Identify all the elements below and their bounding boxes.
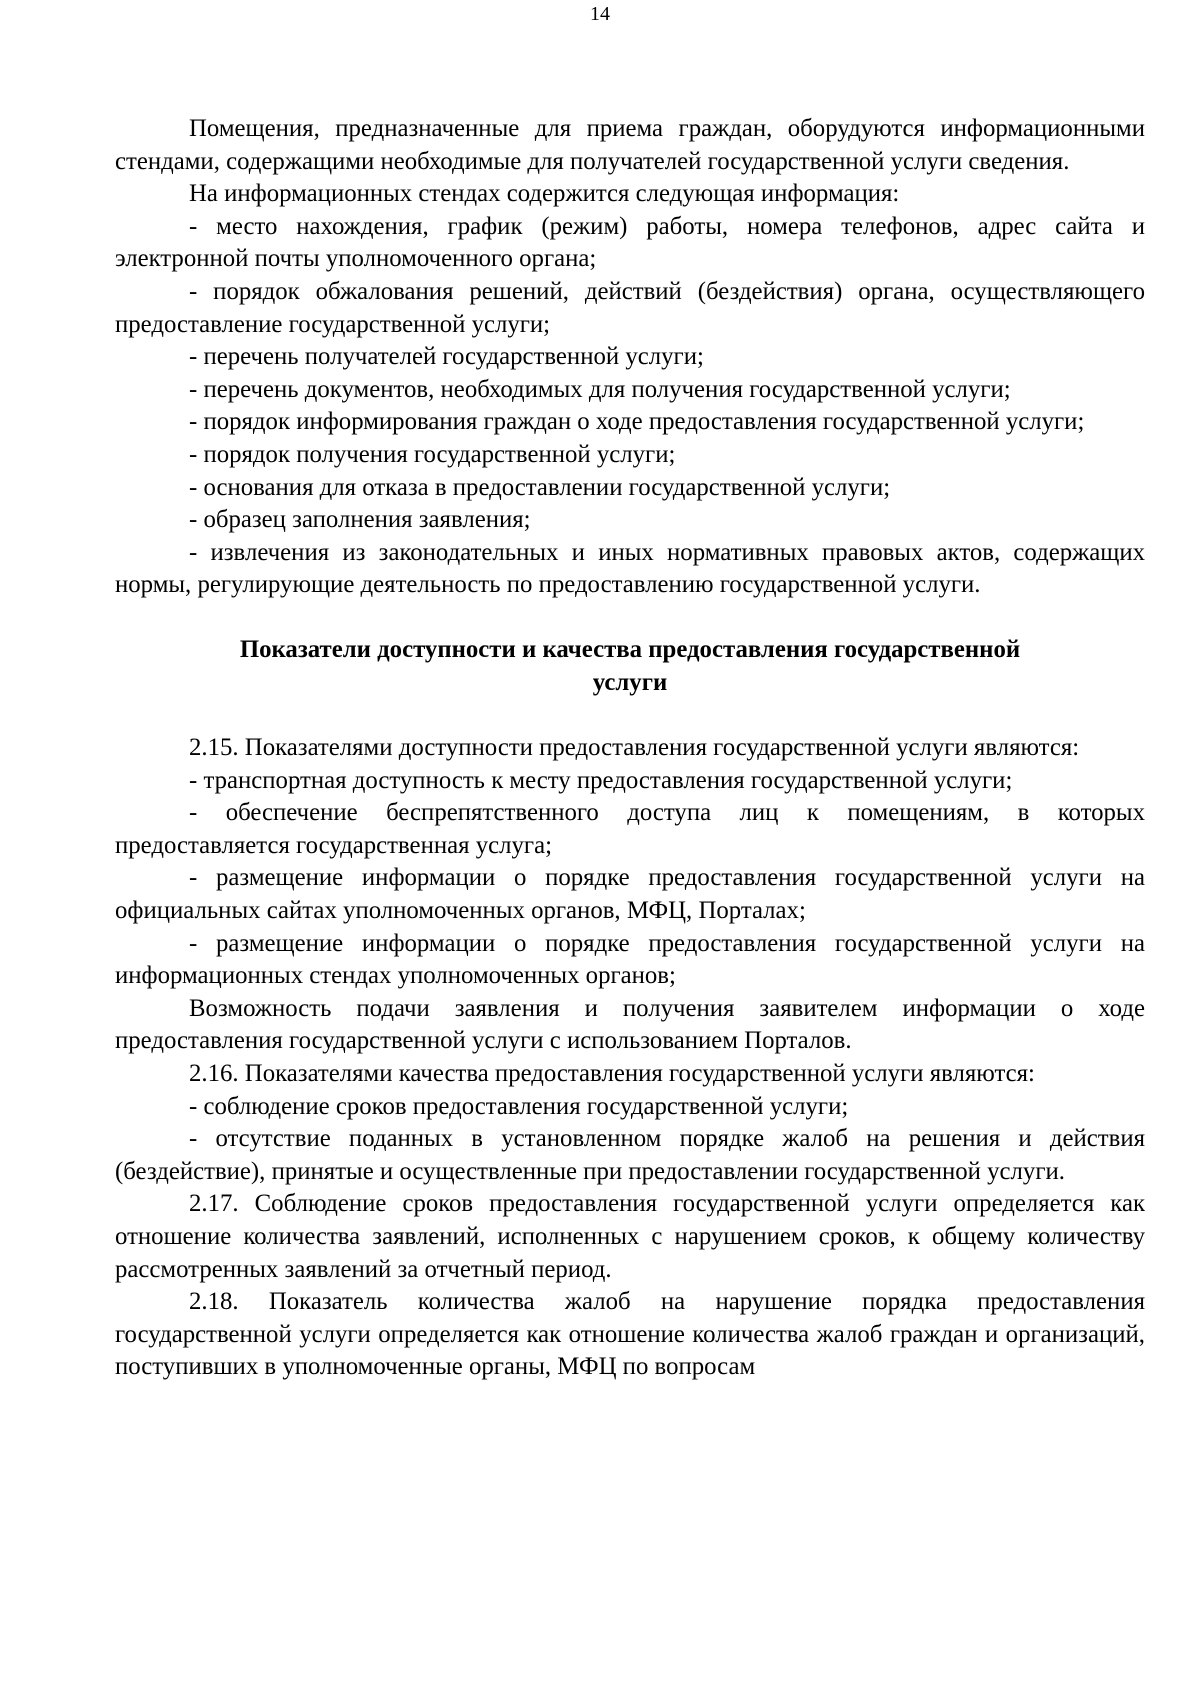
list-item: - порядок получения государственной услуги; bbox=[189, 440, 676, 468]
list-item: - порядок обжалования решений, действий (бездействия) органа, осуществляющего предоставление государственной услуги; bbox=[115, 277, 1145, 338]
list-item: - перечень документов, необходимых для получения государственной услуги; bbox=[189, 375, 1011, 403]
list-item: - место нахождения, график (режим) работы, номера телефонов, адрес сайта и электронной почты уполномоченного органа; bbox=[115, 212, 1145, 273]
page-number: 14 bbox=[590, 3, 610, 25]
paragraph: 2.15. Показателями доступности предоставления государственной услуги являются: bbox=[189, 734, 1080, 762]
paragraph: Возможность подачи заявления и получения заявителем информации о ходе предоставления государственной услуги с использованием Порталов. bbox=[115, 994, 1145, 1055]
section-premises-info bbox=[115, 113, 1145, 602]
section-heading bbox=[115, 634, 1145, 699]
document-body bbox=[115, 113, 1145, 1384]
list-item: - перечень получателей государственной услуги; bbox=[189, 343, 704, 371]
paragraph: 2.16. Показателями качества предоставления государственной услуги являются: bbox=[189, 1060, 1035, 1088]
list-item: - основания для отказа в предоставлении государственной услуги; bbox=[189, 473, 891, 501]
paragraph: 2.17. Соблюдение сроков предоставления государственной услуги определяется как отношение количества заявлений, исполненных с нарушением сроков, к общему количеству рассмотренных заявлений за отчетный период. bbox=[115, 1190, 1145, 1283]
list-item: - порядок информирования граждан о ходе предоставления государственной услуги; bbox=[189, 408, 1085, 436]
paragraph: На информационных стендах содержится следующая информация: bbox=[189, 180, 900, 208]
list-item: - извлечения из законодательных и иных нормативных правовых актов, содержащих нормы, регулирующие деятельность по предоставлению государственной услуги. bbox=[115, 538, 1145, 599]
list-item: - образец заполнения заявления; bbox=[189, 506, 531, 534]
list-item: - размещение информации о порядке предоставления государственной услуги на официальных сайтах уполномоченных органов, МФЦ, Порталах; bbox=[115, 864, 1145, 925]
heading-line-1: Показатели доступности и качества предоставления государственной bbox=[239, 635, 1021, 663]
paragraph: 2.18. Показатель количества жалоб на нарушение порядка предоставления государственной услуги определяется как отношение количества жалоб граждан и организаций, поступивших в уполномоченные органы, МФЦ по вопросам bbox=[115, 1288, 1145, 1381]
list-item: - соблюдение сроков предоставления государственной услуги; bbox=[189, 1092, 849, 1120]
list-item: - отсутствие поданных в установленном порядке жалоб на решения и действия (бездействие), принятые и осуществленные при предоставлении государственной услуги. bbox=[115, 1125, 1145, 1185]
list-item: - размещение информации о порядке предоставления государственной услуги на информационных стендах уполномоченных органов; bbox=[115, 929, 1145, 990]
list-item: - транспортная доступность к месту предоставления государственной услуги; bbox=[189, 766, 1013, 794]
paragraph: Помещения, предназначенные для приема граждан, оборудуются информационными стендами, содержащими необходимые для получателей государственной услуги сведения. bbox=[115, 115, 1145, 175]
heading-line-2: услуги bbox=[592, 668, 668, 696]
section-indicators bbox=[115, 732, 1145, 1384]
list-item: - обеспечение беспрепятственного доступа лиц к помещениям, в которых предоставляется государственная услуга; bbox=[115, 799, 1145, 859]
